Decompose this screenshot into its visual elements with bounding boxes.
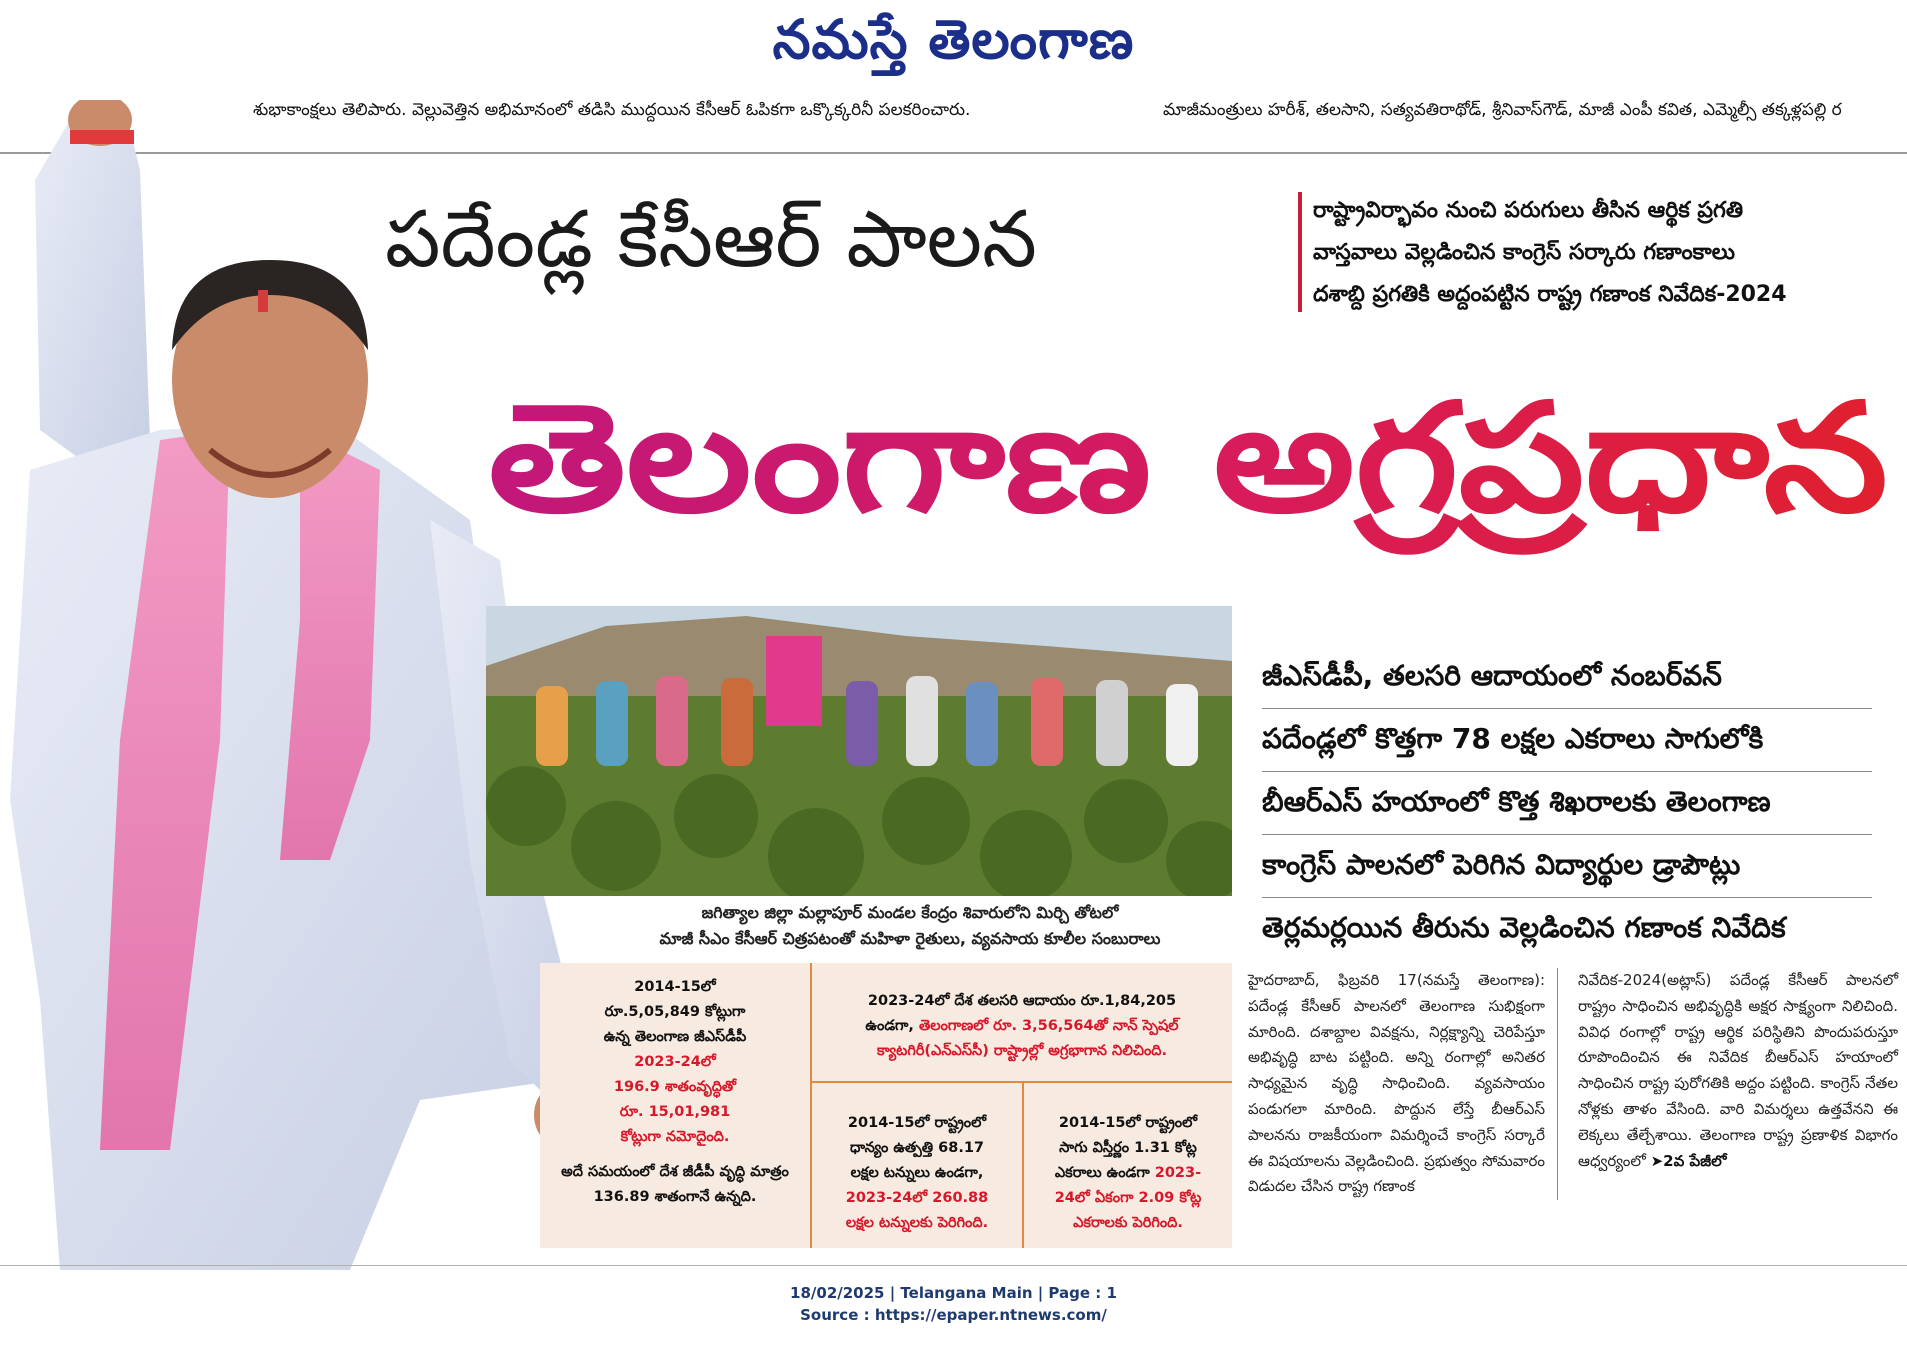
key-point: జీఎస్‌డీపీ, తలసరి ఆదాయంలో నంబర్‌వన్ — [1262, 646, 1872, 709]
subhead-accent-bar — [1298, 192, 1302, 312]
fact-text: ఎకరాలు ఉండగా — [1054, 1165, 1155, 1181]
fact-text: తెలంగాణలో రూ. 3,56,564తో నాన్ స్పెషల్ — [918, 1018, 1179, 1034]
key-points — [1262, 646, 1872, 961]
fact-text: 196.9 శాతంవృద్ధితో — [613, 1079, 737, 1095]
article-paragraph: నివేదిక-2024(అట్లాస్) పదేండ్ల కేసీఆర్ పాలనలో రాష్ట్రం సాధించిన అభివృద్ధికి అక్షర సాక్ష్యంగా నిలిచింది. వివిధ రంగాల్లో రాష్ట్ర ఆర్థిక పరిస్థితిని పొందుపరుస్తూ రూపొందించిన ఈ నివేదిక బీఆర్‌ఎస్ హయాంలో సాధించిన రాష్ట్ర పురోగతికి అద్దం పట్టింది. కాంగ్రెస్ నేతల నోళ్లకు తాళం వేసింది. వారి విమర్శలు ఉత్తవేనని ఈ లెక్కలు తేల్చేశాయి. తెలంగాణ రాష్ట్ర ప్రణాళిక విభాగం ఆధ్వర్యంలో — [1578, 971, 1898, 1170]
ticker-left: శుభాకాంక్షలు తెలిపారు. వెల్లువెత్తిన అభిమానంలో తడిసి ముద్దయిన కేసీఆర్ ఓపికగా ఒక్కొక్కరినీ పలకరించారు. — [253, 100, 971, 120]
fact-text: ధాన్యం ఉత్పత్తి 68.17 — [849, 1140, 985, 1156]
headline-main — [488, 340, 1898, 580]
facts-box — [540, 963, 1232, 1248]
source-link[interactable]: Source : https://epaper.ntnews.com/ — [800, 1306, 1107, 1324]
key-point: తెర్లమర్లయిన తీరును వెల్లడించిన గణాంక నివేదిక — [1262, 911, 1786, 944]
newspaper-title: నమస్తే తెలంగాణ — [772, 8, 1135, 71]
fact-text: 2014-15లో — [634, 979, 716, 995]
fact-text: ఎకరాలకు పెరిగింది. — [1073, 1215, 1183, 1231]
fact-text: 2014-15లో రాష్ట్రంలో — [847, 1115, 987, 1131]
fact-grain — [812, 1083, 1022, 1248]
fact-text: 2014-15లో రాష్ట్రంలో — [1058, 1115, 1198, 1131]
subhead-list — [1313, 190, 1787, 316]
page-footer — [0, 1282, 1907, 1326]
fact-text: 2023-24లో 260.88 — [845, 1190, 989, 1206]
subhead-line: దశాబ్ది ప్రగతికి అద్దంపట్టిన రాష్ట్ర గణాంక నివేదిక-2024 — [1313, 282, 1787, 307]
fact-text: 2023- — [1154, 1165, 1202, 1181]
fact-text: సాగు విస్తీర్ణం 1.31 కోట్ల — [1059, 1140, 1197, 1156]
edition-info: 18/02/2025 | Telangana Main | Page : 1 — [790, 1284, 1117, 1302]
fact-text: రూ. 15,01,981 — [619, 1104, 731, 1120]
fact-text: అదే సమయంలో దేశ జీడీపీ వృద్ధి మాత్రం — [561, 1164, 789, 1180]
fact-text: 2023-24లో — [634, 1054, 716, 1070]
fact-text: 136.89 శాతంగానే ఉన్నది. — [593, 1189, 757, 1205]
subhead-line: రాష్ట్రావిర్భావం నుంచి పరుగులు తీసిన ఆర్థిక ప్రగతి — [1313, 198, 1744, 223]
article-column-1 — [1248, 968, 1558, 1200]
key-point: బీఆర్‌ఎస్ హయాంలో కొత్త శిఖరాలకు తెలంగాణ — [1262, 772, 1872, 835]
fact-text: లక్షల టన్నులకు పెరిగింది. — [845, 1215, 989, 1231]
headline-top: పదేండ్ల కేసీఆర్ పాలన — [385, 195, 1037, 285]
fact-text: కోట్లుగా నమోదైంది. — [620, 1129, 730, 1145]
fact-per-capita — [812, 963, 1232, 1081]
ticker-right: మాజీమంత్రులు హరీశ్, తలసాని, సత్యవతిరాథోడ్, శ్రీనివాస్‌గౌడ్, మాజీ ఎంపీ కవిత, ఎమ్మెల్సీ తక్కళ్లపల్లి ర — [1163, 100, 1842, 120]
fact-text: క్యాటగిరీ(ఎన్‌ఎస్‌సీ) రాష్ట్రాల్లో అగ్రభాగాన నిలిచింది. — [876, 1043, 1168, 1059]
article-paragraph: హైదరాబాద్, ఫిబ్రవరి 17(నమస్తే తెలంగాణ): పదేండ్ల కేసీఆర్ పాలనలో తెలంగాణ సుభిక్షంగా మారింది. దశాబ్దాల వివక్షను, నిర్లక్ష్యాన్ని చెరిపేస్తూ అభివృద్ధి బాట పట్టింది. అన్ని రంగాల్లో అనితర సాధ్యమైన వృద్ధి సాధించింది. వ్యవసాయం పండుగలా మారింది. పొద్దున లేస్తే బీఆర్‌ఎస్ పాలనను రాజకీయంగా విమర్శించే కాంగ్రెస్ సర్కారే ఈ విషయాలను వెల్లడించింది. ప్రభుత్వం సోమవారం విడుదల చేసిన రాష్ట్ర గణాంక — [1248, 971, 1545, 1196]
fact-gsdp — [540, 963, 810, 1248]
fact-text: ఉన్న తెలంగాణ జీఎస్‌డీపీ — [603, 1029, 747, 1045]
fact-text: ఉండగా, — [865, 1018, 919, 1034]
key-point: కాంగ్రెస్ పాలనలో పెరిగిన విద్యార్థుల డ్రాపౌట్లు — [1262, 835, 1872, 898]
fact-text: లక్షల టన్నులు ఉండగా, — [850, 1165, 984, 1181]
fact-text: 2023-24లో దేశ తలసరి ఆదాయం రూ.1,84,205 — [867, 993, 1177, 1009]
subhead-line: వాస్తవాలు వెల్లడించిన కాంగ్రెస్ సర్కారు గణాంకాలు — [1313, 240, 1735, 265]
masthead — [0, 0, 1907, 78]
fact-text: రూ.5,05,849 కోట్లుగా — [604, 1004, 746, 1020]
article-column-2 — [1578, 968, 1898, 1174]
photo-caption — [600, 900, 1220, 952]
fact-text: 24లో ఏకంగా 2.09 కోట్ల — [1054, 1190, 1202, 1206]
mirchi-field-photo — [486, 606, 1232, 896]
fact-cultivation — [1024, 1083, 1232, 1248]
headline-main-text: తెలంగాణ అగ్రప్రధాన — [488, 372, 1673, 546]
bottom-divider — [0, 1265, 1907, 1266]
photo-caption-line: జగిత్యాల జిల్లా మల్లాపూర్ మండల కేంద్రం శివారులోని మిర్చి తోటలో — [701, 903, 1119, 922]
key-point: పదేండ్లలో కొత్తగా 78 లక్షల ఎకరాలు సాగులోకి — [1262, 709, 1872, 772]
continued-page-link[interactable]: ➤2వ పేజీలో — [1650, 1151, 1727, 1170]
photo-caption-line: మాజీ సీఎం కేసీఆర్ చిత్రపటంతో మహిళా రైతులు, వ్యవసాయ కూలీల సంబురాలు — [659, 929, 1161, 948]
